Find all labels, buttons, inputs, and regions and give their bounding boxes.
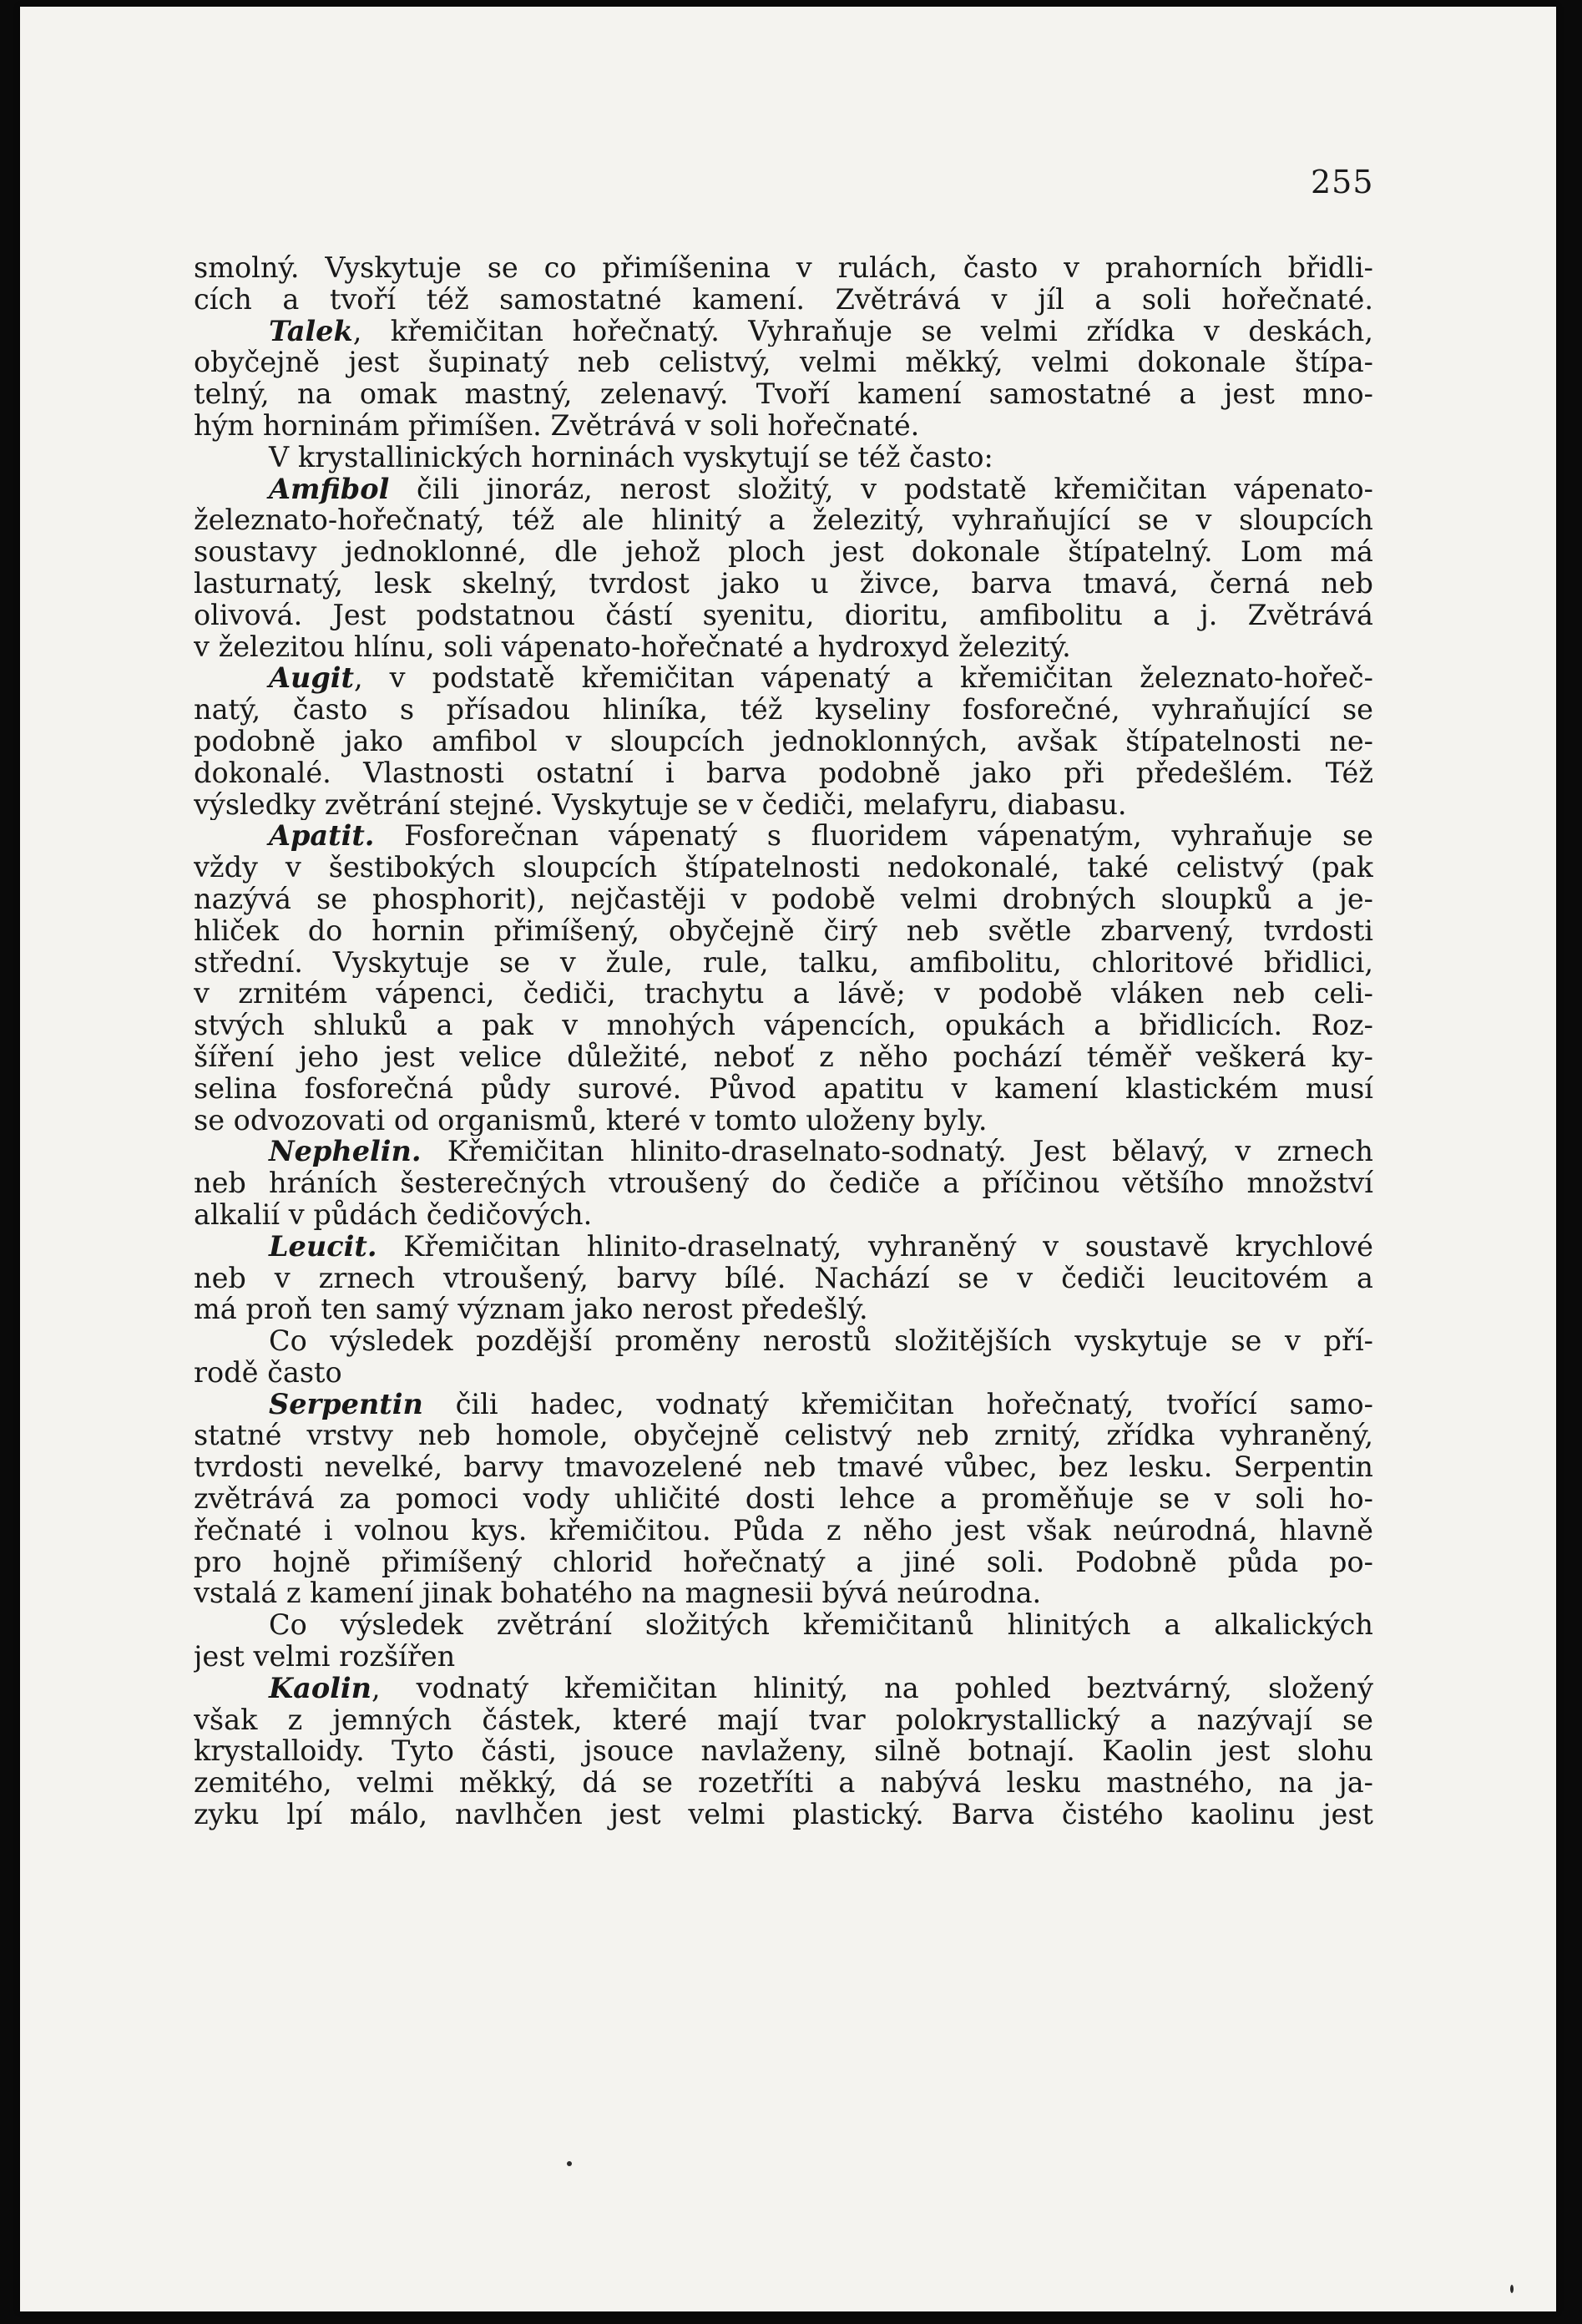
text-line: v železitou hlínu, soli vápenato-hořečnaté a hydroxyd železitý.	[194, 630, 1071, 663]
text-line: střední. Vyskytuje se v žule, rule, talku, amfibolitu, chloritové břidlici,	[194, 946, 1373, 979]
text-line: zyku lpí málo, navlhčen jest velmi plastický. Barva čistého kaolinu jest	[194, 1799, 1373, 1830]
text-line: lasturnatý, lesk skelný, tvrdost jako u živce, barva tmavá, černá neb	[194, 567, 1373, 600]
term-amfibol: Amfibol	[269, 473, 390, 505]
term-apatit: Apatit.	[269, 820, 375, 853]
text-line: Nephelin. Křemičitan hlinito-draselnato-sodnatý. Jest bělavý, v zrnech	[269, 1136, 1373, 1168]
text-line: Co výsledek zvětrání složitých křemičitanů hlinitých a alkalických	[269, 1609, 1373, 1642]
text-line: tvrdosti nevelké, barvy tmavozelené neb tmavé vůbec, bez lesku. Serpentin	[194, 1451, 1373, 1484]
text-line: Co výsledek pozdější proměny nerostů složitějších vyskytuje se v pří-	[269, 1325, 1373, 1357]
term-augit: Augit	[269, 662, 354, 695]
text-line: zvětrává za pomoci vody uhličité dosti lehce a proměňuje se v soli ho-	[194, 1483, 1373, 1515]
text-line: výsledky zvětrání stejné. Vyskytuje se v čediči, melafyru, diabasu.	[194, 788, 1127, 821]
book-page	[20, 7, 1556, 2311]
text-line: však z jemných částek, které mají tvar polokrystallický a nazývají se	[194, 1704, 1373, 1736]
text-line: stvých shluků a pak v mnohých vápencích, opukách a břidlicích. Roz-	[194, 1010, 1373, 1041]
text-line: vstalá z kamení jinak bohatého na magnesii bývá neúrodna.	[194, 1577, 1042, 1610]
text-line: obyčejně jest šupinatý neb celistvý, velmi měkký, velmi dokonale štípa-	[194, 347, 1373, 379]
text-line: rodě často	[194, 1356, 342, 1389]
page-number: 255	[1311, 164, 1374, 200]
text-line: Leucit. Křemičitan hlinito-draselnatý, vyhraněný v soustavě krychlové	[269, 1230, 1373, 1263]
text-line: Augit, v podstatě křemičitan vápenatý a křemičitan železnato-hořeč-	[269, 662, 1373, 695]
text-line: hliček do hornin přimíšený, obyčejně čirý neb světle zbarvený, tvrdosti	[194, 914, 1373, 947]
text-line: neb v zrnech vtroušený, barvy bílé. Nachází se v čediči leucitovém a	[194, 1262, 1373, 1294]
text-line: soustavy jednoklonné, dle jehož ploch jest dokonale štípatelný. Lom má	[194, 536, 1373, 568]
text-line: Talek, křemičitan hořečnatý. Vyhraňuje se velmi zřídka v deskách,	[269, 315, 1373, 347]
text-line: cích a tvoří též samostatné kamení. Zvětrává v jíl a soli hořečnaté.	[194, 283, 1373, 316]
text-line: krystalloidy. Tyto části, jsouce navlaženy, silně botnají. Kaolin jest slohu	[194, 1735, 1373, 1768]
term-kaolin: Kaolin	[269, 1672, 371, 1704]
text-line: Serpentin čili hadec, vodnatý křemičitan hořečnatý, tvořící samo-	[269, 1388, 1373, 1420]
text-line: podobně jako amfibol v sloupcích jednoklonných, avšak štípatelnosti ne-	[194, 725, 1373, 757]
text-line: alkalií v půdách čedičových.	[194, 1198, 593, 1231]
text-line: statné vrstvy neb homole, obyčejně celistvý neb zrnitý, zřídka vyhraněný,	[194, 1420, 1373, 1452]
text-line: Kaolin, vodnatý křemičitan hlinitý, na pohled beztvárný, složený	[269, 1672, 1373, 1704]
text-line: V krystallinických horninách vyskytují se též často:	[269, 441, 993, 473]
term-nephelin: Nephelin.	[269, 1136, 422, 1168]
text-line: vždy v šestibokých sloupcích štípatelnosti nedokonalé, také celistvý (pak	[194, 852, 1373, 884]
text-line: zemitého, velmi měkký, dá se rozetříti a nabývá lesku mastného, na ja-	[194, 1767, 1373, 1800]
text-line: Apatit. Fosforečnan vápenatý s fluoridem vápenatým, vyhraňuje se	[269, 820, 1373, 853]
text-line: nazývá se phosphorit), nejčastěji v podobě velmi drobných sloupků a je-	[194, 883, 1373, 915]
term-talek: Talek	[269, 315, 353, 347]
text-line: šíření jeho jest velice důležité, neboť z něho pochází téměř veškerá ky-	[194, 1040, 1373, 1073]
text-line: se odvozovati od organismů, které v tomto uloženy byly.	[194, 1104, 988, 1137]
text-line: smolný. Vyskytuje se co přimíšenina v rulách, často v prahorních břidli-	[194, 252, 1373, 284]
text-line: pro hojně přimíšený chlorid hořečnatý a jiné soli. Podobně půda po-	[194, 1546, 1373, 1578]
text-line: natý, často s přísadou hliníka, též kyseliny fosforečné, vyhraňující se	[194, 694, 1373, 726]
term-serpentin: Serpentin	[269, 1388, 423, 1420]
term-leucit: Leucit.	[269, 1230, 377, 1263]
text-line: železnato-hořečnatý, též ale hlinitý a železitý, vyhraňující se v sloupcích	[194, 504, 1373, 537]
text-line: řečnaté i volnou kys. křemičitou. Půda z něho jest však neúrodná, hlavně	[194, 1514, 1373, 1547]
text-line: má proň ten samý význam jako nerost předešlý.	[194, 1294, 868, 1326]
text-line: selina fosforečná půdy surové. Původ apatitu v kamení klastickém musí	[194, 1072, 1373, 1105]
body-text	[194, 252, 1373, 1830]
text-line: telný, na omak mastný, zelenavý. Tvoří kamení samostatné a jest mno-	[194, 378, 1373, 410]
text-line: neb hráních šesterečných vtroušený do čediče a příčinou většího množství	[194, 1167, 1373, 1199]
scan-speck	[567, 2161, 572, 2166]
text-line: jest velmi rozšířen	[194, 1641, 456, 1673]
text-line: hým horninám přimíšen. Zvětrává v soli hořečnaté.	[194, 409, 920, 442]
text-line: v zrnitém vápenci, čediči, trachytu a lávě; v podobě vláken neb celi-	[194, 978, 1373, 1010]
scan-speck	[1510, 2285, 1514, 2293]
text-line: dokonalé. Vlastnosti ostatní i barva podobně jako při předešlém. Též	[194, 757, 1373, 789]
text-line: Amfibol čili jinoráz, nerost složitý, v podstatě křemičitan vápenato-	[269, 473, 1373, 505]
text-line: olivová. Jest podstatnou částí syenitu, dioritu, amfibolitu a j. Zvětrává	[194, 599, 1373, 631]
